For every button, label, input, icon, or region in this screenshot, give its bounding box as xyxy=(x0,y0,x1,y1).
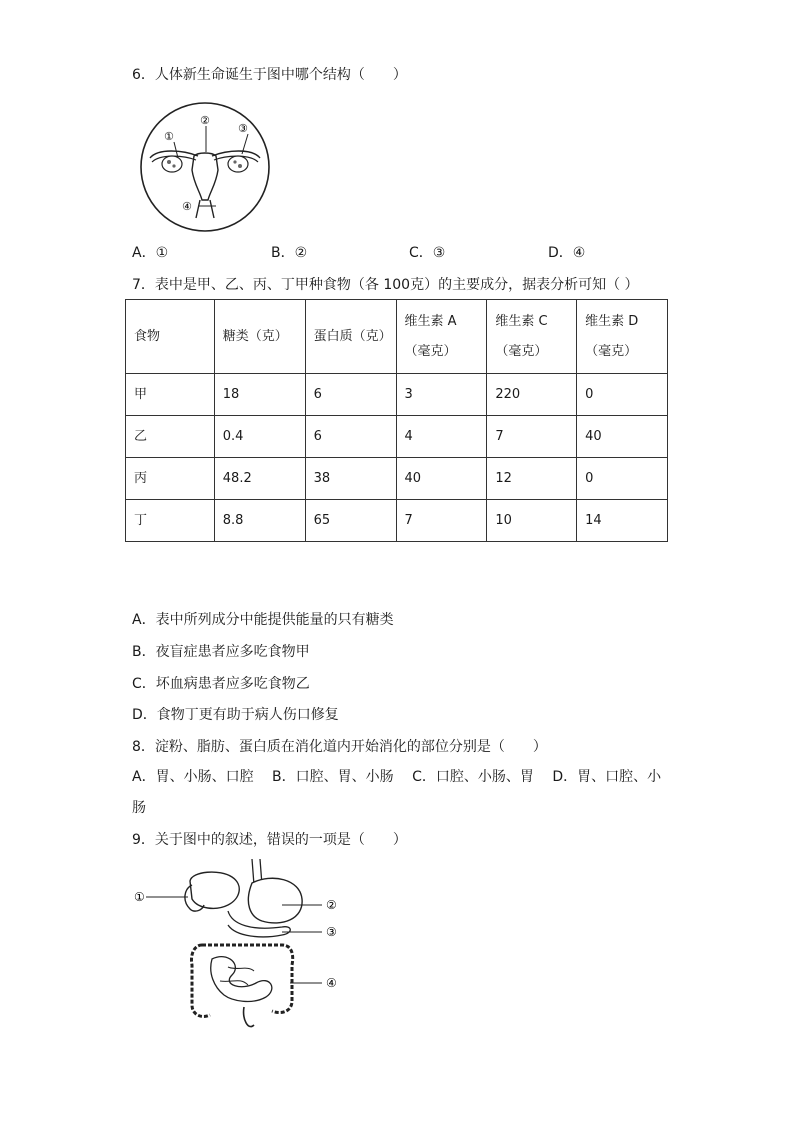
table-row xyxy=(126,458,668,500)
table-cell: 14 xyxy=(577,500,668,542)
table-cell: 乙 xyxy=(126,416,215,458)
label-3: ③ xyxy=(238,122,248,135)
q8-option-c[interactable]: C．口腔、小肠、胃 xyxy=(412,769,534,785)
table-cell: 0 xyxy=(577,374,668,416)
label-4: ④ xyxy=(326,976,337,990)
label-1: ① xyxy=(134,890,145,904)
q7-option-a[interactable]: A．表中所列成分中能提供能量的只有糖类 xyxy=(132,612,394,628)
q7-option-b[interactable]: B．夜盲症患者应多吃食物甲 xyxy=(132,644,310,660)
table-row xyxy=(126,500,668,542)
q8-option-a[interactable]: A．胃、小肠、口腔 xyxy=(132,769,254,785)
header-cell: 蛋白质（克） xyxy=(305,300,396,374)
table-cell: 6 xyxy=(305,416,396,458)
table-cell: 0.4 xyxy=(214,416,305,458)
table-header-row xyxy=(126,300,668,374)
uterus-diagram xyxy=(138,100,272,234)
label-4: ④ xyxy=(182,200,192,213)
table-cell: 38 xyxy=(305,458,396,500)
q7-option-c[interactable]: C．坏血病患者应多吃食物乙 xyxy=(132,676,310,692)
label-2: ② xyxy=(200,114,210,127)
table-cell: 10 xyxy=(487,500,577,542)
q8-option-d-wrap: 肠 xyxy=(132,800,146,816)
table-cell: 7 xyxy=(396,500,487,542)
question-9: 9．关于图中的叙述，错误的一项是（ ） xyxy=(132,832,407,848)
table-cell: 7 xyxy=(487,416,577,458)
table-cell: 甲 xyxy=(126,374,215,416)
question-7: 7．表中是甲、乙、丙、丁甲种食物（各 100克）的主要成分，据表分析可知（ ） xyxy=(132,277,639,293)
label-2: ② xyxy=(326,898,337,912)
table-cell: 8.8 xyxy=(214,500,305,542)
table-cell: 65 xyxy=(305,500,396,542)
question-8: 8．淀粉、脂肪、蛋白质在消化道内开始消化的部位分别是（ ） xyxy=(132,739,547,755)
header-cell: 糖类（克） xyxy=(214,300,305,374)
table-row xyxy=(126,416,668,458)
table-cell: 40 xyxy=(396,458,487,500)
q6-option-b[interactable]: B．② xyxy=(271,245,308,261)
table-cell: 丁 xyxy=(126,500,215,542)
q6-option-c[interactable]: C．③ xyxy=(409,245,446,261)
label-1: ① xyxy=(164,130,174,143)
header-cell: 维生素 A （毫克） xyxy=(396,300,487,374)
table-cell: 0 xyxy=(577,458,668,500)
q6-option-a[interactable]: A．① xyxy=(132,245,169,261)
table-cell: 4 xyxy=(396,416,487,458)
table-row xyxy=(126,374,668,416)
question-6: 6．人体新生命诞生于图中哪个结构（ ） xyxy=(132,67,407,83)
table-cell: 48.2 xyxy=(214,458,305,500)
header-cell: 维生素 C （毫克） xyxy=(487,300,577,374)
q8-option-b[interactable]: B．口腔、胃、小肠 xyxy=(272,769,394,785)
food-table xyxy=(125,299,668,542)
digestive-system-diagram xyxy=(132,855,352,1040)
header-cell: 维生素 D （毫克） xyxy=(577,300,668,374)
q8-option-d[interactable]: D．胃、口腔、小 xyxy=(552,769,662,785)
table-cell: 6 xyxy=(305,374,396,416)
label-3: ③ xyxy=(326,925,337,939)
table-cell: 12 xyxy=(487,458,577,500)
table-cell: 40 xyxy=(577,416,668,458)
table-cell: 220 xyxy=(487,374,577,416)
q8-options-line xyxy=(132,767,661,787)
q7-option-d[interactable]: D．食物丁更有助于病人伤口修复 xyxy=(132,707,339,723)
table-cell: 3 xyxy=(396,374,487,416)
table-cell: 丙 xyxy=(126,458,215,500)
q6-option-d[interactable]: D．④ xyxy=(548,245,586,261)
header-cell: 食物 xyxy=(126,300,215,374)
table-cell: 18 xyxy=(214,374,305,416)
